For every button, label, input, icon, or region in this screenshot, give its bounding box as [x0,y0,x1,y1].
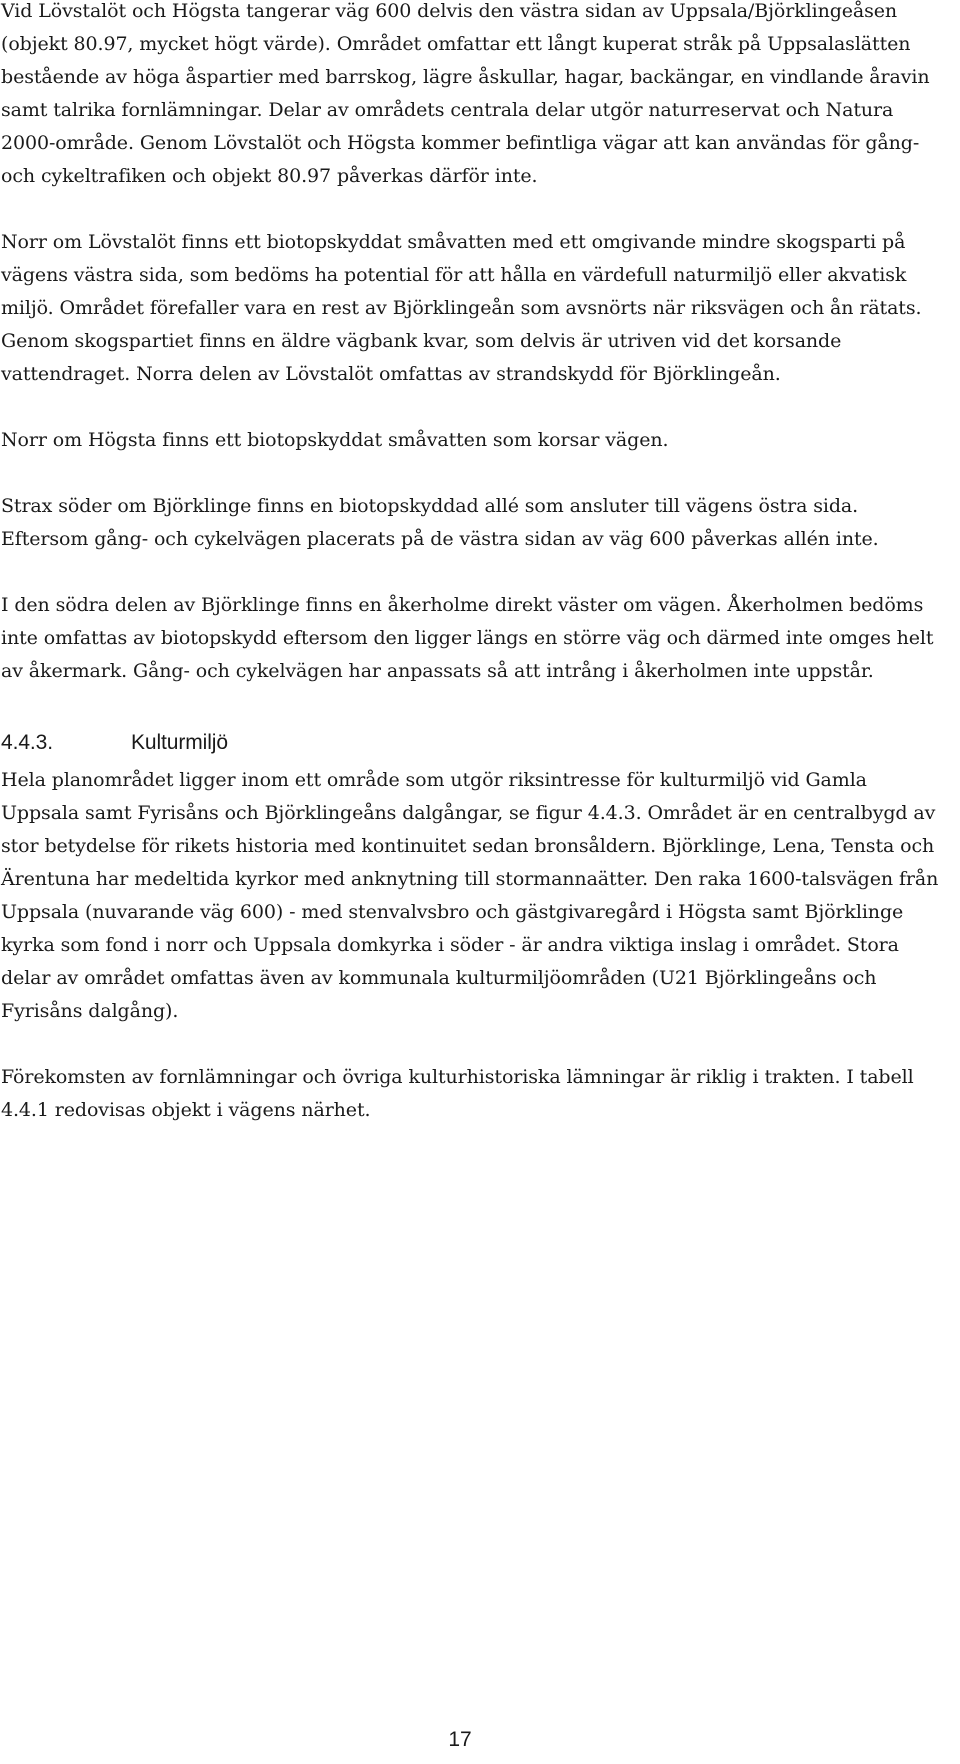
paragraph-fornlamningar: Förekomsten av fornlämningar och övriga kulturhistoriska lämningar är riklig i trakten. I tabell 4.4.1 redovisas objekt i vägens närhet. [1,1066,914,1121]
paragraph-lovstalot-hogsta: Vid Lövstalöt och Högsta tangerar väg 600 delvis den västra sidan av Uppsala/Björklingeåsen (objekt 80.97, mycket högt värde). Området omfattar ett långt kuperat stråk på Uppsalaslätten bestående av höga åspartier med barrskog, lägre åskullar, hagar, backängar, en vindlande åravin samt talrika fornlämningar. Delar av områdets centrala delar utgör naturreservat och Natura 2000-område. Genom Lövstalöt och Högsta kommer befintliga vägar att kan användas för gång- och cykeltrafiken och objekt 80.97 påverkas därför inte. [1,0,930,187]
page-number [0,1728,960,1752]
paragraph-riksintresse-kulturmiljo: Hela planområdet ligger inom ett område som utgör riksintresse för kulturmiljö vid Gamla Uppsala samt Fyrisåns och Björklingeåns dalgångar, se figur 4.4.3. Området är en centralbygd av stor betydelse för rikets historia med kontinuitet sedan bronsåldern. Björklinge, Lena, Tensta och Ärentuna har medeltida kyrkor med anknytning till stormannaätter. Den raka 1600-talsvägen från Uppsala (nuvarande väg 600) - med stenvalvsbro och gästgivaregård i Högsta samt Björklinge kyrka som fond i norr och Uppsala domkyrka i söder - är andra viktiga inslag i området. Stora delar av området omfattas även av kommunala kulturmiljöområden (U21 Björklingeåns och Fyrisåns dalgång). [1,769,939,1022]
paragraph-strax-soder-om-bjorklinge: Strax söder om Björklinge finns en biotopskyddad allé som ansluter till vägens östra sida. Eftersom gång- och cykelvägen placerats på de västra sidan av väg 600 påverkas allén inte. [1,495,879,550]
paragraph-norr-om-hogsta: Norr om Högsta finns ett biotopskyddat småvatten som korsar vägen. [1,429,669,451]
paragraph-sodra-delen-bjorklinge: I den södra delen av Björklinge finns en åkerholme direkt väster om vägen. Åkerholmen bedöms inte omfattas av biotopskydd eftersom den ligger längs en större väg och därmed inte omges helt av åkermark. Gång- och cykelvägen har anpassats så att intrång i åkerholmen inte uppstår. [1,594,934,682]
page-number-text: 17 [448,1728,472,1751]
section-heading [1,728,941,758]
paragraph-norr-om-lovstalot: Norr om Lövstalöt finns ett biotopskyddat småvatten med ett omgivande mindre skogsparti på vägens västra sida, som bedöms ha potential för att hålla en värdefull naturmiljö eller akvatisk miljö. Området förefaller vara en rest av Björklingeån som avsnörts när riksvägen och ån rätats. Genom skogspartiet finns en äldre vägbank kvar, som delvis är utriven vid det korsande vattendraget. Norra delen av Lövstalöt omfattas av strandskydd för Björklingeån. [1,231,922,385]
section-number: 4.4.3. [1,731,53,754]
section-title: Kulturmiljö [131,731,228,754]
